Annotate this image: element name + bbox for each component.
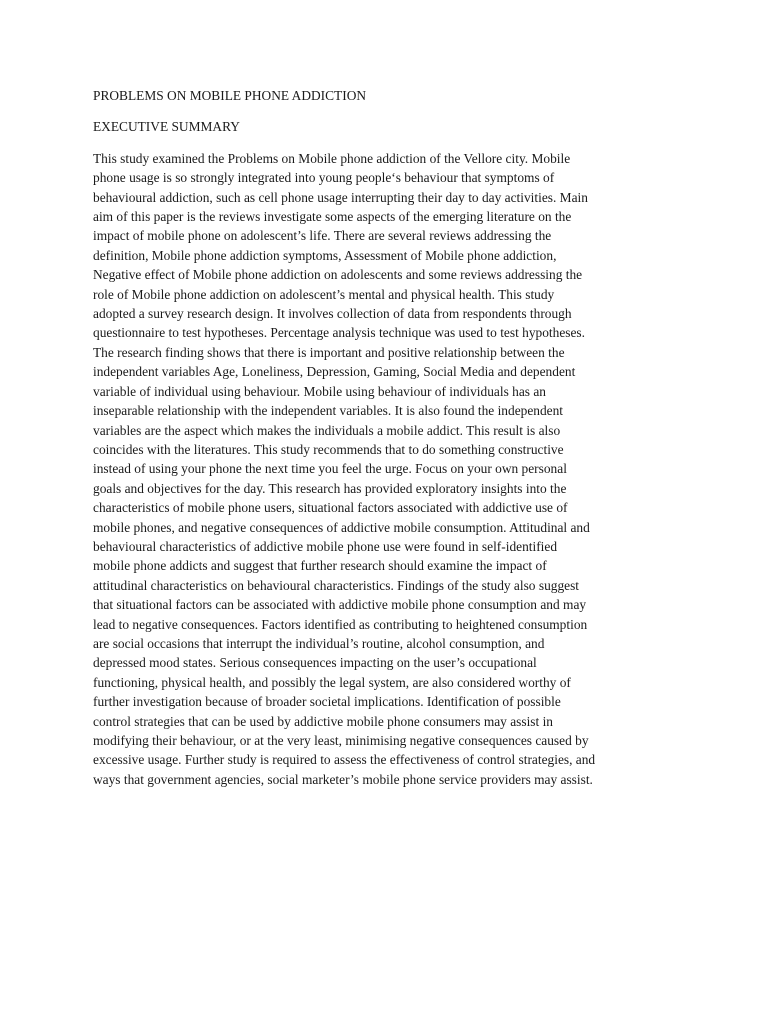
- paragraph-line: The research finding shows that there is important and positive relationship between the: [93, 344, 565, 360]
- paragraph-line: impact of mobile phone on adolescent’s life. There are several reviews addressing the: [93, 228, 552, 244]
- paragraph-line: inseparable relationship with the independent variables. It is also found the independent: [93, 403, 564, 419]
- paragraph-line: variables are the aspect which makes the individuals a mobile addict. This result is also: [93, 422, 561, 438]
- paragraph-line: questionnaire to test hypotheses. Percentage analysis technique was used to test hypotheses.: [93, 325, 585, 341]
- paragraph-line: control strategies that can be used by addictive mobile phone consumers may assist in: [93, 713, 554, 729]
- paragraph-line: behavioural characteristics of addictive mobile phone use were found in self-identified: [93, 538, 558, 554]
- paragraph-line: depressed mood states. Serious consequences impacting on the user’s occupational: [93, 655, 537, 671]
- paragraph-line: coincides with the literatures. This study recommends that to do something constructive: [93, 441, 564, 457]
- paragraph-line: ways that government agencies, social marketer’s mobile phone service providers may assist.: [93, 771, 593, 787]
- paragraph-line: This study examined the Problems on Mobile phone addiction of the Vellore city. Mobile: [93, 150, 571, 166]
- paragraph-line: functioning, physical health, and possibly the legal system, are also considered worthy of: [93, 674, 571, 690]
- paragraph-line: role of Mobile phone addiction on adolescent’s mental and physical health. This study: [93, 286, 555, 302]
- paragraph-line: mobile phones, and negative consequences of addictive mobile consumption. Attitudinal and: [93, 519, 590, 535]
- executive-summary-paragraph: [93, 149, 683, 789]
- paragraph-line: independent variables Age, Loneliness, Depression, Gaming, Social Media and dependent: [93, 364, 576, 380]
- paragraph-line: aim of this paper is the reviews investigate some aspects of the emerging literature on the: [93, 209, 572, 225]
- paragraph-line: modifying their behaviour, or at the very least, minimising negative consequences caused by: [93, 733, 589, 748]
- paragraph-line: lead to negative consequences. Factors identified as contributing to heightened consumption: [93, 616, 588, 632]
- paragraph-line: instead of using your phone the next time you feel the urge. Focus on your own personal: [93, 461, 567, 477]
- paragraph-line: mobile phone addicts and suggest that further research should examine the impact of: [93, 558, 547, 574]
- section-heading-executive-summary: EXECUTIVE SUMMARY: [93, 119, 240, 135]
- paragraph-line: adopted a survey research design. It involves collection of data from respondents through: [93, 306, 572, 322]
- paragraph-line: that situational factors can be associated with addictive mobile phone consumption and may: [93, 597, 587, 613]
- paragraph-line: attitudinal characteristics on behavioural characteristics. Findings of the study also suggest: [93, 577, 580, 593]
- paragraph-line: characteristics of mobile phone users, situational factors associated with addictive use of: [93, 500, 568, 516]
- paragraph-line: phone usage is so strongly integrated into young people‘s behaviour that symptoms of: [93, 170, 555, 186]
- document-title: PROBLEMS ON MOBILE PHONE ADDICTION: [93, 88, 367, 103]
- paragraph-line: Negative effect of Mobile phone addiction on adolescents and some reviews addressing the: [93, 267, 583, 283]
- paragraph-line: variable of individual using behaviour. Mobile using behaviour of individuals has an: [93, 383, 546, 399]
- paragraph-line: behavioural addiction, such as cell phone usage interrupting their day to day activities. Main: [93, 189, 588, 205]
- paragraph-line: definition, Mobile phone addiction symptoms, Assessment of Mobile phone addiction,: [93, 247, 557, 263]
- paragraph-line: goals and objectives for the day. This research has provided exploratory insights into the: [93, 480, 567, 496]
- paragraph-line: further investigation because of broader societal implications. Identification of possible: [93, 694, 561, 710]
- paragraph-line: excessive usage. Further study is required to assess the effectiveness of control strategies, and: [93, 752, 596, 768]
- document-content: [93, 86, 683, 789]
- paragraph-line: are social occasions that interrupt the individual’s routine, alcohol consumption, and: [93, 635, 545, 651]
